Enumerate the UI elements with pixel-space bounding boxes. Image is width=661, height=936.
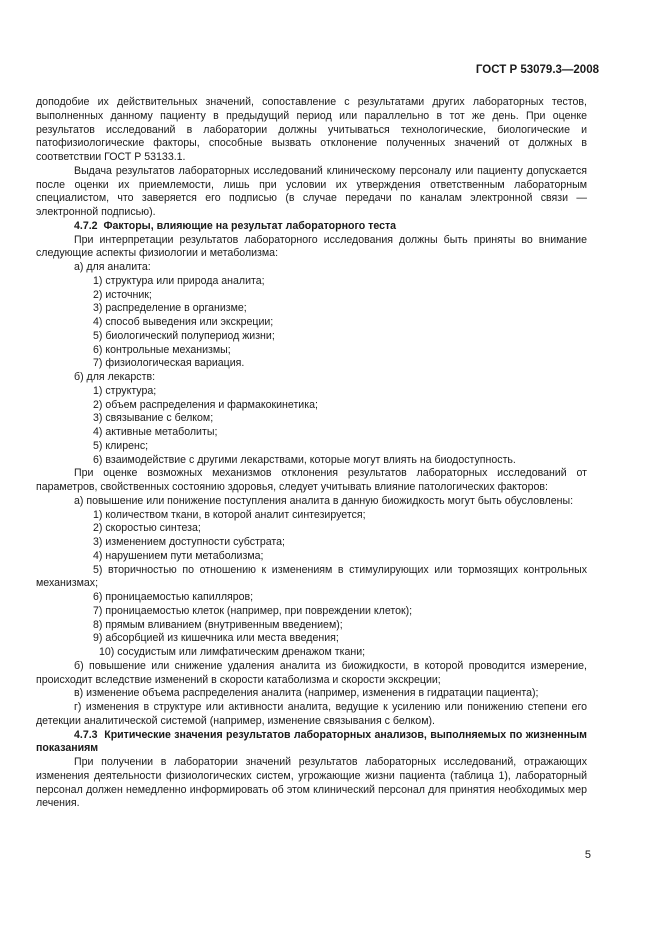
list-b-title: б) для лекарств:	[74, 371, 156, 383]
section-heading-4-7-2	[36, 220, 587, 234]
list-item: 2) источник;	[93, 288, 152, 301]
list-item: 3) распределение в организме;	[93, 302, 247, 315]
paragraph-v: в) изменение объема распределения аналита (например, изменения в гидратации пациента);	[74, 687, 539, 700]
list-item: 10) сосудистым или лимфатическим дренажом ткани;	[99, 646, 366, 658]
list-item: 3) связывание с белком;	[93, 412, 214, 425]
section-title: Критические значения результатов лабораторных анализов, выполняемых по жизненным показаниям	[36, 728, 587, 755]
section-title: Факторы, влияющие на результат лабораторного теста	[103, 219, 397, 232]
section-number: 4.7.2	[74, 219, 98, 232]
list-item: 9) абсорбцией из кишечника или места введения;	[93, 632, 339, 645]
paragraph-intro: доподобие их действительных значений, сопоставление с результатами других лабораторных тестов, выполненных данному пациенту в предыдущий период или параллельно в тот же день. При оценке результатов исследований в лаборатории должны учитываться технологические, биологические и патофизиологические факторы, способные вызвать отклонение полученных значений от должных в соответствии ГОСТ Р 53133.1.	[36, 96, 587, 163]
list-item: 5) клиренс;	[93, 439, 149, 452]
page-body	[36, 96, 587, 811]
list-a-title: а) для аналита:	[74, 261, 151, 273]
paragraph-critical: При получении в лаборатории значений результатов лабораторных исследований, отражающих изменения деятельности физиологических систем, угрожающие жизни пациента (таблица 1), лабораторный персонал должен немедленно информировать об этом клинический персонал для принятия необходимых мер лечения.	[36, 756, 587, 810]
list-item: 6) взаимодействие с другими лекарствами, которые могут влиять на биодоступность.	[93, 453, 516, 466]
paragraph-pathology: При оценке возможных механизмов отклонения результатов лабораторных исследований от параметров, свойственных состоянию здоровья, следует учитывать влияние патологических факторов:	[36, 467, 587, 493]
paragraph-results-issue: Выдача результатов лабораторных исследований клиническому персоналу или пациенту допускается после оценки их приемлемости, лишь при условии их утверждения ответственным лабораторным специалистом, что заверяется его подписью (в случае передачи по каналам электронной связи — электронной подписью).	[36, 164, 587, 218]
list-item: 4) нарушением пути метаболизма;	[93, 549, 264, 562]
list-item: 3) изменением доступности субстрата;	[93, 536, 285, 548]
list-item: 4) активные метаболиты;	[93, 426, 218, 438]
list-item: 2) объем распределения и фармакокинетика;	[93, 398, 318, 411]
document-header: ГОСТ Р 53079.3—2008	[475, 64, 599, 76]
list-item: 1) структура или природа аналита;	[93, 274, 265, 287]
paragraph-interpretation: При интерпретации результатов лабораторного исследования должны быть приняты во внимание следующие аспекты физиологии и метаболизма:	[36, 233, 587, 260]
paragraph-g: г) изменения в структуре или активности аналита, ведущие к усилению или понижению степени его детекции аналитической системой (например, изменение связывания с белком).	[36, 701, 587, 727]
list-item: 6) контрольные механизмы;	[93, 343, 231, 356]
paragraph-a: а) повышение или понижение поступления аналита в данную биожидкость могут быть обусловлены:	[74, 494, 574, 507]
list-item: 1) количеством ткани, в которой аналит синтезируется;	[93, 508, 366, 521]
section-heading-4-7-3	[36, 729, 587, 757]
page-number: 5	[584, 849, 591, 861]
list-item: 5) биологический полупериод жизни;	[93, 329, 275, 342]
list-item: 4) способ выведения или экскреции;	[93, 316, 274, 328]
section-number: 4.7.3	[74, 728, 98, 741]
list-item: 1) структура;	[93, 384, 157, 397]
list-item: 6) проницаемостью капилляров;	[93, 591, 254, 603]
paragraph-b: б) повышение или снижение удаления аналита из биожидкости, в которой проводится измерение, происходит вследствие изменений в скорости катаболизма и скорости экскреции;	[36, 659, 587, 686]
list-item: 5) вторичностью по отношению к изменениям в стимулирующих или тормозящих контрольных механизмах;	[36, 563, 587, 590]
list-item: 8) прямым вливанием (внутривенным введением);	[93, 618, 343, 631]
list-item: 7) физиологическая вариация.	[93, 357, 245, 370]
list-item: 7) проницаемостью клеток (например, при повреждении клеток);	[93, 604, 413, 617]
list-item: 2) скоростью синтеза;	[93, 522, 201, 535]
